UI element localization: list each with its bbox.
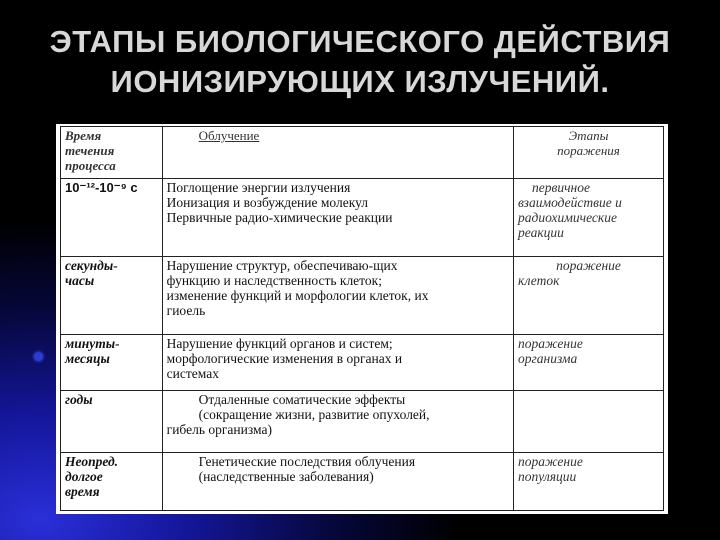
row-stage xyxy=(514,391,664,453)
row-process-line: функцию и наследственность клеток; xyxy=(166,273,382,288)
header-stage xyxy=(514,127,664,179)
row-stage-line: поражение xyxy=(518,336,583,351)
row-time-line: секунды- xyxy=(65,258,118,273)
row-stage-line: популяции xyxy=(518,469,577,484)
header-time xyxy=(61,127,163,179)
header-process xyxy=(162,127,513,179)
table-row xyxy=(61,179,664,257)
header-time-line: Время xyxy=(65,128,102,143)
row-process-line: морфологические изменения в органах и xyxy=(166,351,403,366)
row-time xyxy=(61,179,163,257)
row-stage xyxy=(514,453,664,511)
row-time-line: долгое xyxy=(65,469,103,484)
row-stage-line: радиохимические xyxy=(518,210,617,225)
table-row xyxy=(61,335,664,391)
row-process-line: (сокращение жизни, развитие опухолей, xyxy=(198,407,430,422)
bullet-icon xyxy=(34,352,43,361)
row-process-line: Генетические последствия облучения xyxy=(198,454,416,469)
stages-table xyxy=(60,126,664,511)
header-time-line: течения xyxy=(65,143,115,158)
row-stage-line: поражение xyxy=(556,258,621,273)
row-process-line: системах xyxy=(166,366,219,381)
row-process-line: Первичные радио-химические реакции xyxy=(166,210,393,225)
row-process-line: гибель организма) xyxy=(166,422,272,437)
row-time-line: часы xyxy=(65,273,95,288)
row-process xyxy=(162,391,513,453)
row-time-line: время xyxy=(65,484,100,499)
header-stage-line: поражения xyxy=(557,143,620,158)
row-process-line: Ионизация и возбуждение молекул xyxy=(166,195,368,210)
row-time xyxy=(61,335,163,391)
row-time-line: месяцы xyxy=(65,351,110,366)
table-header-row xyxy=(61,127,664,179)
row-process-line: Нарушение функций органов и систем; xyxy=(166,336,393,351)
row-time-line: годы xyxy=(65,392,93,407)
row-process-line: Нарушение структур, обеспечиваю-щих xyxy=(166,258,398,273)
row-stage-line: взаимодействие и xyxy=(518,195,622,210)
row-stage xyxy=(514,257,664,335)
header-stage-line: Этапы xyxy=(568,128,609,143)
table-row xyxy=(61,453,664,511)
row-time-line: Неопред. xyxy=(65,454,119,469)
row-process xyxy=(162,453,513,511)
row-stage-line: организма xyxy=(518,351,578,366)
header-time-line: процесса xyxy=(65,158,116,173)
row-process-line: Поглощение энергии излучения xyxy=(166,180,351,195)
row-time xyxy=(61,391,163,453)
row-time xyxy=(61,257,163,335)
table-row xyxy=(61,391,664,453)
row-process-line: изменение функций и морфологии клеток, их xyxy=(166,288,429,303)
row-stage-line: реакции xyxy=(518,225,564,240)
row-stage-line: поражение xyxy=(518,454,583,469)
row-process xyxy=(162,257,513,335)
row-stage-line: клеток xyxy=(518,273,560,288)
row-process-line: (наследственные заболевания) xyxy=(198,469,374,484)
row-process xyxy=(162,179,513,257)
row-time-line: 10⁻¹²-10⁻⁹ с xyxy=(65,180,138,195)
row-time xyxy=(61,453,163,511)
stages-table-image xyxy=(56,124,668,514)
row-stage xyxy=(514,179,664,257)
slide-title-line-2: ИОНИЗИРУЮЩИХ ИЗЛУЧЕНИЙ. xyxy=(110,64,610,99)
table-row xyxy=(61,257,664,335)
row-process xyxy=(162,335,513,391)
slide-title xyxy=(0,22,720,102)
slide-title-line-1: ЭТАПЫ БИОЛОГИЧЕСКОГО ДЕЙСТВИЯ xyxy=(49,24,671,59)
row-process-line: Отдаленные соматические эффекты xyxy=(198,392,406,407)
row-stage-line: первичное xyxy=(532,180,590,195)
row-stage xyxy=(514,335,664,391)
header-process-label: Облучение xyxy=(198,128,260,143)
row-time-line: минуты- xyxy=(65,336,120,351)
row-process-line: гиоель xyxy=(166,303,206,318)
